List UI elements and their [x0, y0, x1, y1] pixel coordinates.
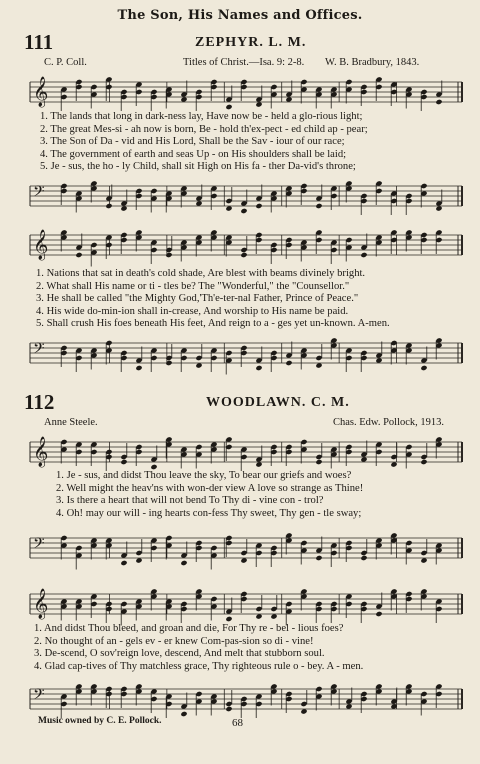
hymn-number: 112	[24, 390, 55, 414]
treble-clef-icon: 𝄞	[33, 230, 49, 260]
scripture-reference: Titles of Christ.—Isa. 9: 2-8.	[183, 57, 305, 68]
page-number: 68	[232, 717, 243, 729]
words-credit: C. P. Coll.	[44, 57, 87, 68]
verse-block: 1. Nations that sat in death's cold shade, Are blest with beams divinely bright. 2. What shall His name or ti - tles be? The "Wonderful," the "Counsellor." 3. He shall be called "the Mighty God,'Th'e-ter-nal Father, Prince of Peace." 4. His wide do-min-ion shall in-crease, And worship to His name be paid. 5. Shall crush His foes beneath His feet, And reign to a - ges yet un-known. A-men.	[36, 268, 390, 330]
music-staff-bass	[30, 679, 462, 719]
verse-block: 1. And didst Thou bleed, and groan and die, For Thy re - bel - lious foes? 2. No thought of an - gels ev - er knew Com-pas-sion so di - vine! 3. De-scend, O sov'reign love, descend, And melt that stubborn soul. 4. Glad cap-tives of Thy matchless grace, Thy righteous rule o - bey. A - men.	[34, 623, 364, 672]
music-staff-bass	[30, 528, 462, 568]
music-staff-treble	[30, 584, 462, 624]
treble-clef-icon: 𝄞	[33, 77, 49, 107]
bass-clef-icon: 𝄢	[33, 183, 45, 204]
verse-block: 1. Je - sus, and didst Thou leave the sky, To bear our griefs and woes? 2. Well might the heav'ns with won-der view A love so strange as Thine! 3. Is there a heart that will not bend To Thy di - vine con - trol? 4. Oh! may our will - ing hearts con-fess Thy sweet, Thy gen - tle sway;	[56, 470, 364, 519]
tune-name: ZEPHYR. L. M.	[195, 35, 307, 50]
music-staff-treble	[30, 225, 462, 269]
copyright-note: Music owned by C. E. Pollock.	[38, 716, 162, 726]
music-staff-bass	[30, 333, 462, 373]
words-credit: Anne Steele.	[44, 417, 98, 428]
tune-name: WOODLAWN. C. M.	[206, 395, 350, 410]
music-staff-treble	[30, 72, 462, 112]
music-staff-bass	[30, 176, 462, 216]
music-staff-treble	[30, 432, 462, 472]
bass-clef-icon: 𝄢	[33, 340, 45, 361]
hymn-number: 111	[24, 30, 54, 54]
treble-clef-icon: 𝄞	[33, 437, 49, 467]
treble-clef-icon: 𝄞	[33, 589, 49, 619]
music-credit: Chas. Edw. Pollock, 1913.	[333, 417, 445, 428]
bass-clef-icon: 𝄢	[33, 535, 45, 556]
running-header: The Son, His Names and Offices.	[117, 8, 363, 23]
bass-clef-icon: 𝄢	[33, 686, 45, 707]
verse-block: 1. The lands that long in dark-ness lay, Have now be - held a glo-rious light; 2. The great Mes-si - ah now is born, Be - hold th'ex-pect - ed child ap - pear; 3. The Son of Da - vid and His Lord, Shall be the Sav - iour of our race; 4. The government of earth and seas Up - on His shoulders shall be laid; 5. Je - sus, the ho - ly Child, shall sit High on His fa - ther Da-vid's throne;	[40, 111, 368, 173]
music-credit: W. B. Bradbury, 1843.	[325, 57, 420, 68]
